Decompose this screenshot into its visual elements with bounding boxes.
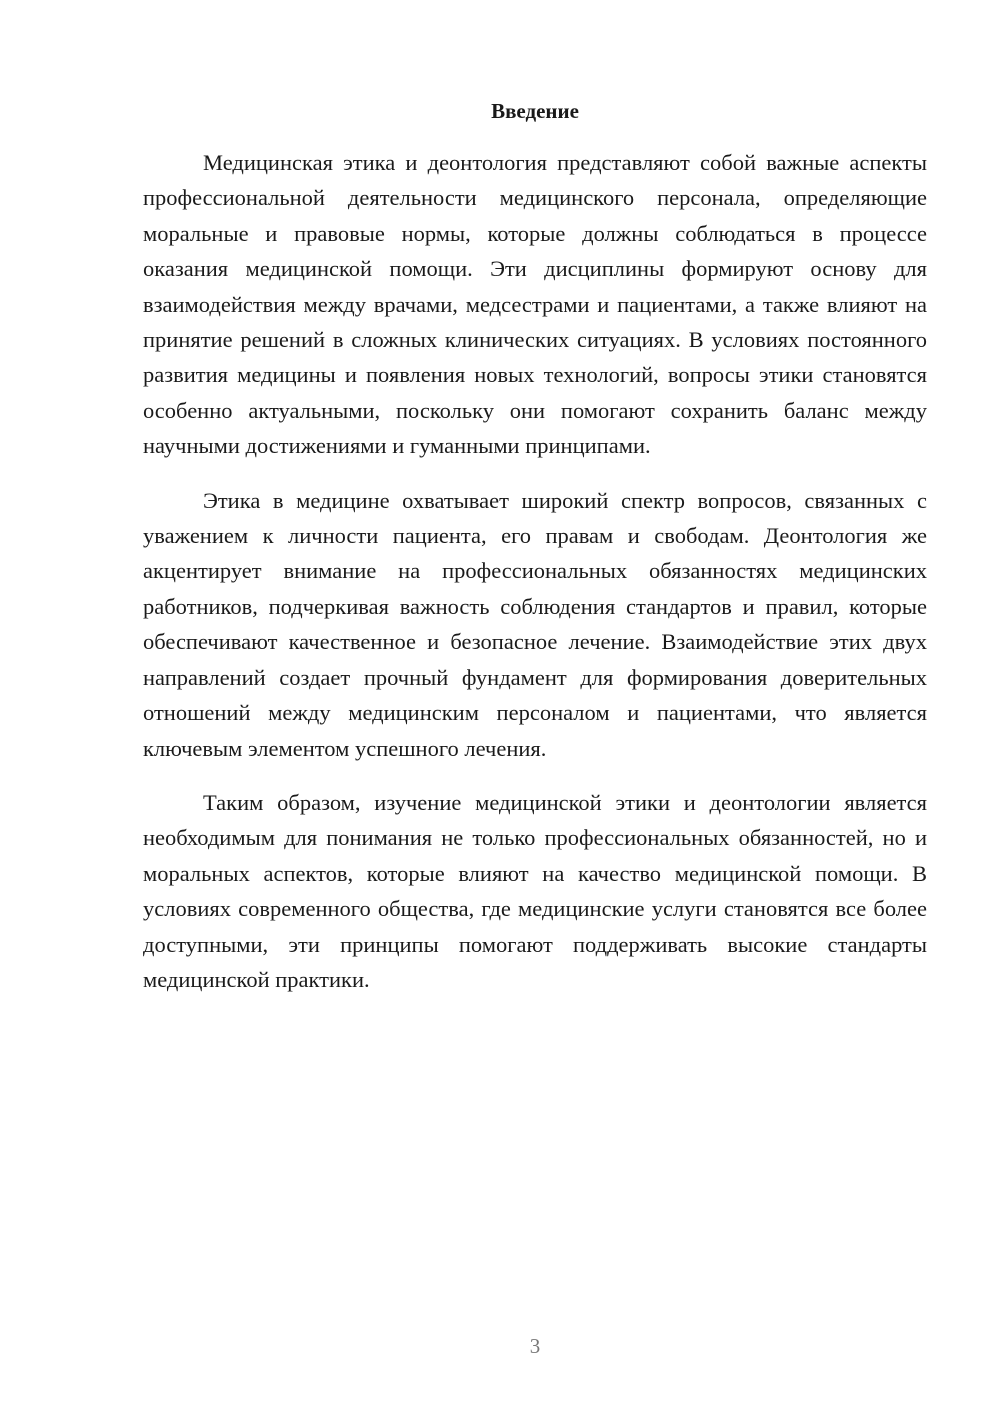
section-heading: Введение bbox=[491, 99, 579, 123]
paragraph-1: Медицинская этика и деонтология представляют собой важные аспекты профессиональной деятельности медицинского персонала, определяющие моральные и правовые нормы, которые должны соблюдаться в процессе оказания медицинской помощи. Эти дисциплины формируют основу для взаимодействия между врачами, медсестрами и пациентами, а также влияют на принятие решений в сложных клинических ситуациях. В условиях постоянного развития медицины и появления новых технологий, вопросы этики становятся особенно актуальными, поскольку они помогают сохранить баланс между научными достижениями и гуманными принципами. bbox=[143, 150, 927, 459]
page-number: 3 bbox=[529, 1334, 541, 1358]
paragraph-3: Таким образом, изучение медицинской этики и деонтологии является необходимым для понимания не только профессиональных обязанностей, но и моральных аспектов, которые влияют на качество медицинской помощи. В условиях современного общества, где медицинские услуги становятся все более доступными, эти принципы помогают поддерживать высокие стандарты медицинской практики. bbox=[143, 789, 927, 992]
page-content bbox=[143, 96, 927, 1016]
paragraph-2: Этика в медицине охватывает широкий спектр вопросов, связанных с уважением к личности пациента, его правам и свободам. Деонтология же акцентирует внимание на профессиональных обязанностях медицинских работников, подчеркивая важность соблюдения стандартов и правил, которые обеспечивают качественное и безопасное лечение. Взаимодействие этих двух направлений создает прочный фундамент для формирования доверительных отношений между медицинским персоналом и пациентами, что является ключевым элементом успешного лечения. bbox=[143, 487, 927, 761]
